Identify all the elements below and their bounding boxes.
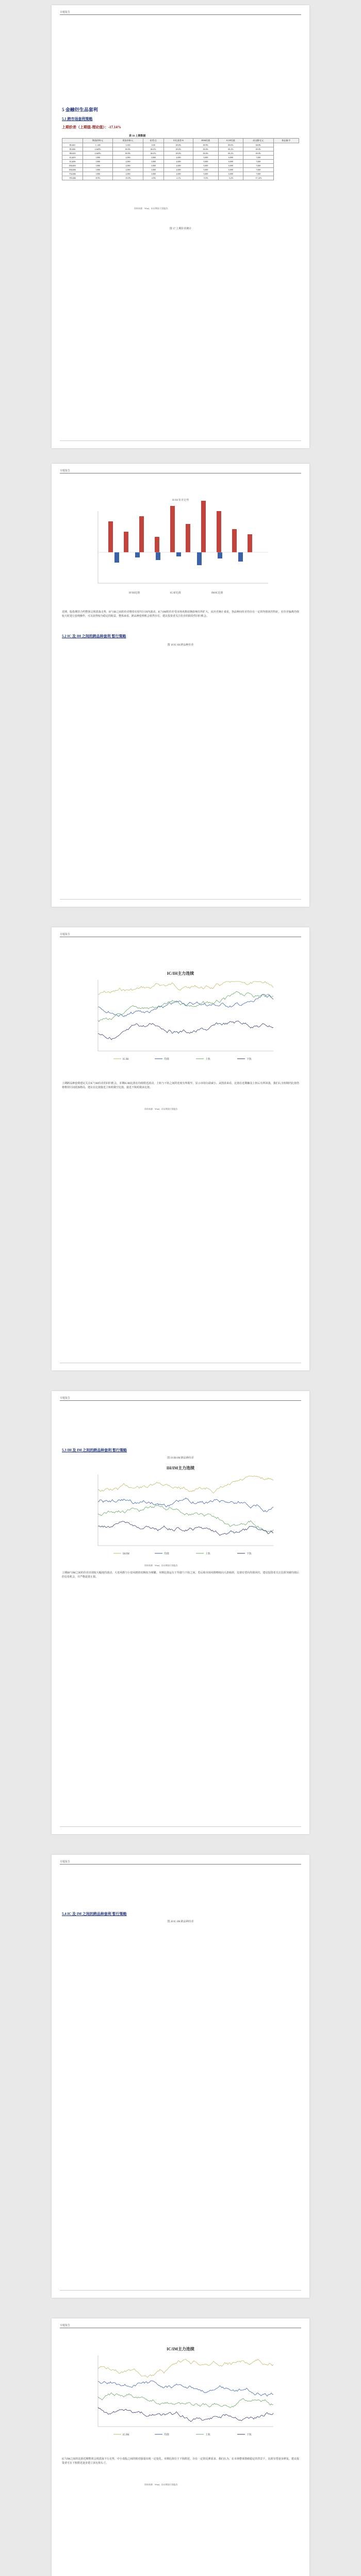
table-cell: 69.0% bbox=[193, 147, 218, 151]
table-cell: 3,000 bbox=[143, 164, 163, 168]
table-header-cell: 成交额/亿元 bbox=[243, 139, 273, 143]
series-line bbox=[98, 981, 273, 994]
table-cell: 69.0% bbox=[164, 147, 193, 151]
table-title: 表 16 上期数据 bbox=[129, 135, 146, 138]
header-rule bbox=[60, 1864, 301, 1865]
table-cell: 7,000 bbox=[243, 156, 273, 160]
table-cell: IF2403 bbox=[62, 143, 83, 147]
page-header: 专题报告 bbox=[60, 934, 71, 936]
table-cell: 4,000 bbox=[164, 164, 193, 168]
footer-rule bbox=[60, 899, 301, 900]
spread-label: 上期价差（上期值-理论值）：-17.14% bbox=[62, 125, 121, 129]
bar-mark bbox=[135, 552, 140, 557]
table-cell: 1,000 bbox=[83, 156, 112, 160]
table-cell: -10.0% bbox=[113, 176, 143, 180]
body-paragraph: 上期IH与IM之间的价差出现较大幅度的波动，大盘风格与小盘风格的切换较为频繁。本期比值运行于均值与下轨之间，若后续市场风格继续向大盘倾斜，比值有望向均值回归。建议投资者关注比值突破均值后的交易机会，并严格设置止损。 bbox=[62, 1572, 299, 1579]
subsection-title: 5.4 IC 及 IM 之间的跨品种套利 暂行策略 bbox=[62, 1912, 127, 1916]
chart-source: 资料来源：Wind，东证期货行情报告 bbox=[144, 1564, 178, 1567]
table-row bbox=[62, 160, 299, 164]
chart-title: IC/IM主力连续 bbox=[167, 2347, 194, 2351]
table-cell: 4,000 bbox=[164, 172, 193, 176]
table-cell: 66.0% bbox=[143, 151, 163, 156]
table-header-cell bbox=[62, 139, 83, 143]
legend-label: 上轨 bbox=[205, 1058, 211, 1061]
legend-label: 下轨 bbox=[247, 1553, 252, 1555]
bar-mark bbox=[176, 552, 181, 556]
footer-rule bbox=[60, 1826, 301, 1827]
table-cell: 2,000 bbox=[113, 172, 143, 176]
line-chart-ih-im bbox=[83, 1463, 278, 1561]
chart-source: 资料来源：Wind，东证期货行情报告 bbox=[144, 2483, 178, 2486]
series-line bbox=[98, 991, 273, 1022]
table-cell: IC2403 bbox=[62, 156, 83, 160]
table-cell: 1,000 bbox=[83, 160, 112, 164]
legend-label: 均值 bbox=[164, 2434, 170, 2436]
table-cell: IM2406 bbox=[62, 168, 83, 172]
table-row bbox=[62, 168, 299, 172]
series-line bbox=[98, 1476, 273, 1493]
table-cell: 5,000 bbox=[193, 156, 218, 160]
legend-label: 上轨 bbox=[205, 2434, 211, 2436]
bar-mark bbox=[170, 506, 175, 552]
table-cell: 5,000 bbox=[193, 172, 218, 176]
table-row bbox=[62, 164, 299, 168]
table-cell: 1,000 bbox=[83, 164, 112, 168]
table-cell: 4,000 bbox=[164, 156, 193, 160]
table-cell: 2,000 bbox=[113, 168, 143, 172]
table-cell: 6,000 bbox=[218, 160, 243, 164]
bar-mark bbox=[197, 552, 202, 565]
bar-mark bbox=[186, 524, 190, 552]
line-chart-ic-ih bbox=[83, 969, 278, 1072]
table-cell: 7,000 bbox=[243, 168, 273, 172]
footer-rule bbox=[60, 440, 301, 441]
table-cell: TF2406 bbox=[62, 176, 83, 180]
bar-mark bbox=[217, 511, 221, 552]
legend-label: IC/IF比值 bbox=[170, 592, 181, 595]
header-rule bbox=[60, 14, 301, 15]
page-6 bbox=[52, 2318, 309, 2576]
bar-mark bbox=[114, 552, 119, 563]
bar-mark bbox=[238, 552, 243, 562]
page-3 bbox=[52, 927, 309, 1370]
table-cell: 6,000 bbox=[218, 172, 243, 176]
table-row bbox=[62, 147, 299, 151]
table-row bbox=[62, 151, 299, 156]
table-cell: 3,350 bbox=[113, 143, 143, 147]
page-1 bbox=[52, 5, 309, 448]
table-cell: 2,000 bbox=[113, 160, 143, 164]
subsection-title: 5.1 跨市场套利策略 bbox=[62, 117, 93, 121]
table-cell: 69.0% bbox=[193, 151, 218, 156]
table-cell: 69.9% bbox=[193, 143, 218, 147]
footer-rule bbox=[60, 2290, 301, 2291]
page-2 bbox=[52, 464, 309, 907]
table-cell: -17.14% bbox=[243, 176, 273, 180]
page-header: 专题报告 bbox=[60, 470, 71, 472]
chart-title: IC/IH主力连续 bbox=[167, 971, 194, 976]
table-cell: 2,649% bbox=[83, 151, 112, 156]
legend-label: IH/IM bbox=[123, 1553, 129, 1555]
bar-mark bbox=[156, 552, 160, 560]
table-cell: 6,000 bbox=[218, 156, 243, 160]
line-chart-ic-im bbox=[83, 2344, 278, 2447]
table-cell: IH2403 bbox=[62, 151, 83, 156]
chart-title: IF/IH 价差走势 bbox=[172, 499, 189, 502]
table-cell: -8.9% bbox=[83, 176, 112, 180]
subsection-title: 5.2 IC 及 IH 之间的跨品种套利 暂行策略 bbox=[62, 634, 126, 638]
bar-mark bbox=[232, 529, 237, 552]
table-row bbox=[62, 176, 299, 180]
table-cell: 69.0% bbox=[164, 143, 193, 147]
table-cell: 5,000 bbox=[193, 160, 218, 164]
table-cell: 69.2% bbox=[218, 151, 243, 156]
table-cell: 6,000 bbox=[218, 168, 243, 172]
table-cell: IC2406 bbox=[62, 160, 83, 164]
page-header: 专题报告 bbox=[60, 1861, 71, 1863]
series-line bbox=[98, 994, 273, 1016]
table-cell: 6,000 bbox=[218, 164, 243, 168]
table-cell: 2,000 bbox=[113, 164, 143, 168]
table-cell: 3,000 bbox=[143, 160, 163, 164]
page-4 bbox=[52, 1391, 309, 1834]
page-header: 专题报告 bbox=[60, 2325, 71, 2327]
table-cell: 7,000 bbox=[243, 172, 273, 176]
figure-caption: 图 18 IC-IH 跨品种价差 bbox=[167, 644, 194, 647]
subsection-title: 5.3 IH 及 IM 之间的跨品种套利 暂行策略 bbox=[62, 1448, 127, 1452]
table-cell: 3,000 bbox=[143, 156, 163, 160]
table-row bbox=[62, 172, 299, 176]
table-header-cell: 现货价格/元 bbox=[113, 139, 143, 143]
body-paragraph: IC与IM之间的比值近期整体呈现震荡下行走势，中小盘股之间的相对强弱出现一定变化。本期比值位于下轨附近，存在一定的反弹需求。我们认为，在市场整体情绪稳定的背景下，比值有望逐步修复，建议投资者可在下轨附近逐步建立多比值头寸。 bbox=[62, 2458, 299, 2465]
table-cell: 7,000 bbox=[243, 164, 273, 168]
table-cell: IM2403 bbox=[62, 164, 83, 168]
table-cell: -3.2% bbox=[218, 176, 243, 180]
legend-label: IC/IH bbox=[123, 1058, 129, 1061]
table-cell: 2,649% bbox=[83, 147, 112, 151]
table-header-cell: 期货价格/元 bbox=[83, 139, 112, 143]
table-source: 资料来源：Wind，东证期货 行情报告 bbox=[134, 207, 168, 210]
table-cell: 3,000 bbox=[143, 172, 163, 176]
table-cell: 69.0% bbox=[243, 147, 273, 151]
body-paragraph: 上期跨品种套利建议关注IC与IH价差的回归机会。本期IC/IH比值在均值附近波动，上轨与下轨之间的宽度有所收窄，显示市场分歧减小。从图表来看，比值在近期触及上轨后有所回落，我们认为短期内比值仍将维持区间震荡格局，建议在比值接近上轨时做空比值，接近下轨时做多比值。 bbox=[62, 1082, 299, 1089]
bar-mark bbox=[139, 516, 144, 552]
table-cell: 5,000 bbox=[193, 164, 218, 168]
chart-title: IH/IM主力连续 bbox=[166, 1466, 195, 1470]
table-cell: 2,000 bbox=[113, 156, 143, 160]
table-cell: 68.8% bbox=[243, 143, 273, 147]
chart-source: 资料来源：Wind，东证期货行情报告 bbox=[144, 1108, 178, 1110]
series-line bbox=[98, 1498, 273, 1512]
legend-label: 均值 bbox=[164, 1058, 170, 1061]
table-row bbox=[62, 143, 299, 147]
table-cell: 1,000 bbox=[83, 172, 112, 176]
bar-mark bbox=[248, 534, 252, 552]
page-header: 专题报告 bbox=[60, 1397, 71, 1400]
bar-mark bbox=[218, 552, 222, 558]
legend-label: 下轨 bbox=[247, 1058, 252, 1061]
legend-label: 下轨 bbox=[247, 2434, 252, 2436]
legend-label: IC/IM bbox=[123, 2434, 129, 2436]
table-cell: 3,000 bbox=[143, 168, 163, 172]
table-cell: TS2406 bbox=[62, 172, 83, 176]
table-header-cell: 年化基差/% bbox=[164, 139, 193, 143]
table-header-cell: 价差/点 bbox=[143, 139, 163, 143]
legend-label: 上轨 bbox=[205, 1553, 211, 1555]
table-cell: 1,000 bbox=[83, 168, 112, 172]
table-row bbox=[62, 156, 299, 160]
table-cell: 69.0% bbox=[243, 151, 273, 156]
table-cell: 4,000 bbox=[164, 160, 193, 164]
table-header-cell: IF/IH比值 bbox=[193, 139, 218, 143]
table-header-cell: 持仓量/手 bbox=[273, 139, 299, 143]
table-cell: -2.1% bbox=[164, 176, 193, 180]
figure-caption: 图 20 IC-IM 跨品种价差 bbox=[167, 1921, 194, 1923]
table-cell: -4.9% bbox=[143, 176, 163, 180]
bar-mark bbox=[124, 532, 128, 552]
table-header-cell: IC/IF比值 bbox=[218, 139, 243, 143]
table-cell: 69.2% bbox=[218, 147, 243, 151]
table-cell: 69.0% bbox=[164, 151, 193, 156]
table-cell: 69.0% bbox=[113, 147, 143, 151]
page-header: 专题报告 bbox=[60, 11, 71, 14]
section-title: 5 金融衍生品套利 bbox=[62, 107, 98, 112]
futures-table bbox=[62, 138, 299, 180]
table-cell: 66.0% bbox=[143, 147, 163, 151]
series-line bbox=[98, 1505, 273, 1532]
table-cell: 4,000 bbox=[164, 168, 193, 172]
table-cell: 3 ,349 bbox=[83, 143, 112, 147]
table-cell: IF2406 bbox=[62, 147, 83, 151]
bar-mark bbox=[201, 501, 206, 552]
bar-mark bbox=[155, 537, 159, 552]
series-line bbox=[98, 2408, 273, 2422]
series-line bbox=[98, 2381, 273, 2396]
legend-label: IM/IC比值 bbox=[211, 592, 223, 595]
header-rule bbox=[60, 1400, 301, 1401]
legend-label: IF/IH比值 bbox=[129, 592, 140, 595]
table-cell: -5.0% bbox=[193, 176, 218, 180]
series-line bbox=[98, 2393, 273, 2408]
table-cell: 7,000 bbox=[243, 160, 273, 164]
table-cell: 5,000 bbox=[193, 168, 218, 172]
table-caption: 图 17 上期价差统计 bbox=[169, 228, 192, 230]
bar-mark bbox=[108, 521, 113, 552]
table-cell: 69.0% bbox=[218, 143, 243, 147]
legend-label: 均值 bbox=[164, 1553, 170, 1555]
body-paragraph: 近期，股指期货合约整体呈现震荡走势，IF与IH之间的价差维持在较窄区间内波动，IC与IM的价差受市场风格切换影响有所扩大。从历史统计来看，各品种间价差均存在一定的均值回归特征，在价差偏离均值较大时进行套利操作，可以获得较为稳定的收益。整体来看，跨品种套利机会依然存在，建议投资者关注价差的阶段性回归机会。 bbox=[62, 611, 299, 618]
table-cell: 0.00 bbox=[143, 143, 163, 147]
bar-chart bbox=[83, 496, 278, 599]
table-cell: 69.0% bbox=[113, 151, 143, 156]
series-line bbox=[98, 1021, 273, 1040]
figure-caption: 图 19 IH-IM 跨品种价差 bbox=[167, 1457, 194, 1460]
series-line bbox=[98, 2359, 273, 2377]
page-5 bbox=[52, 1855, 309, 2298]
